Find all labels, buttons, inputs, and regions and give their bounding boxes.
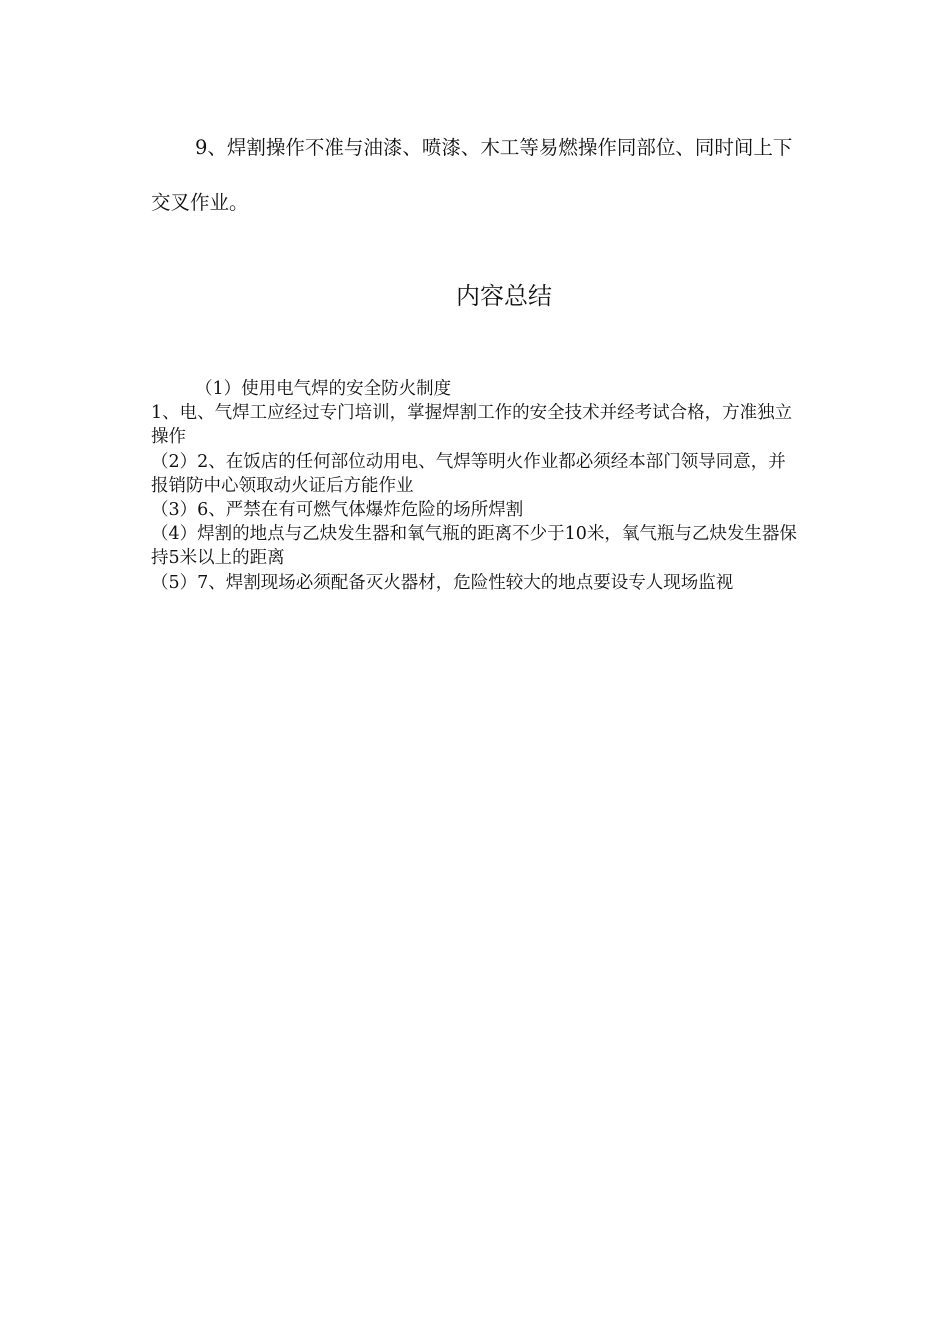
summary-title: 内容总结 [456, 282, 552, 310]
summary-item: （3）6、严禁在有可燃气体爆炸危险的场所焊割 [151, 500, 524, 521]
summary-item: （4）焊割的地点与乙炔发生器和氧气瓶的距离不少于10米，氧气瓶与乙炔发生器保持5米以上的距离 [151, 524, 797, 569]
summary-item: 1、电、气焊工应经过专门培训，掌握焊割工作的安全技术并经考试合格，方准独立操作 [151, 403, 793, 448]
summary-item: （5）7、焊割现场必须配备灭火器材，危险性较大的地点要设专人现场监视 [151, 572, 734, 593]
summary-item: （2）2、在饭店的任何部位动用电、气焊等明火作业都必须经本部门领导同意，并报销防中心领取动火证后方能作业 [151, 451, 786, 496]
summary-list [151, 377, 799, 595]
summary-item: （1）使用电气焊的安全防火制度 [195, 379, 452, 399]
body-paragraph: 9、焊割操作不准与油漆、喷漆、木工等易燃操作同部位、同时间上下交叉作业。 [151, 136, 793, 214]
